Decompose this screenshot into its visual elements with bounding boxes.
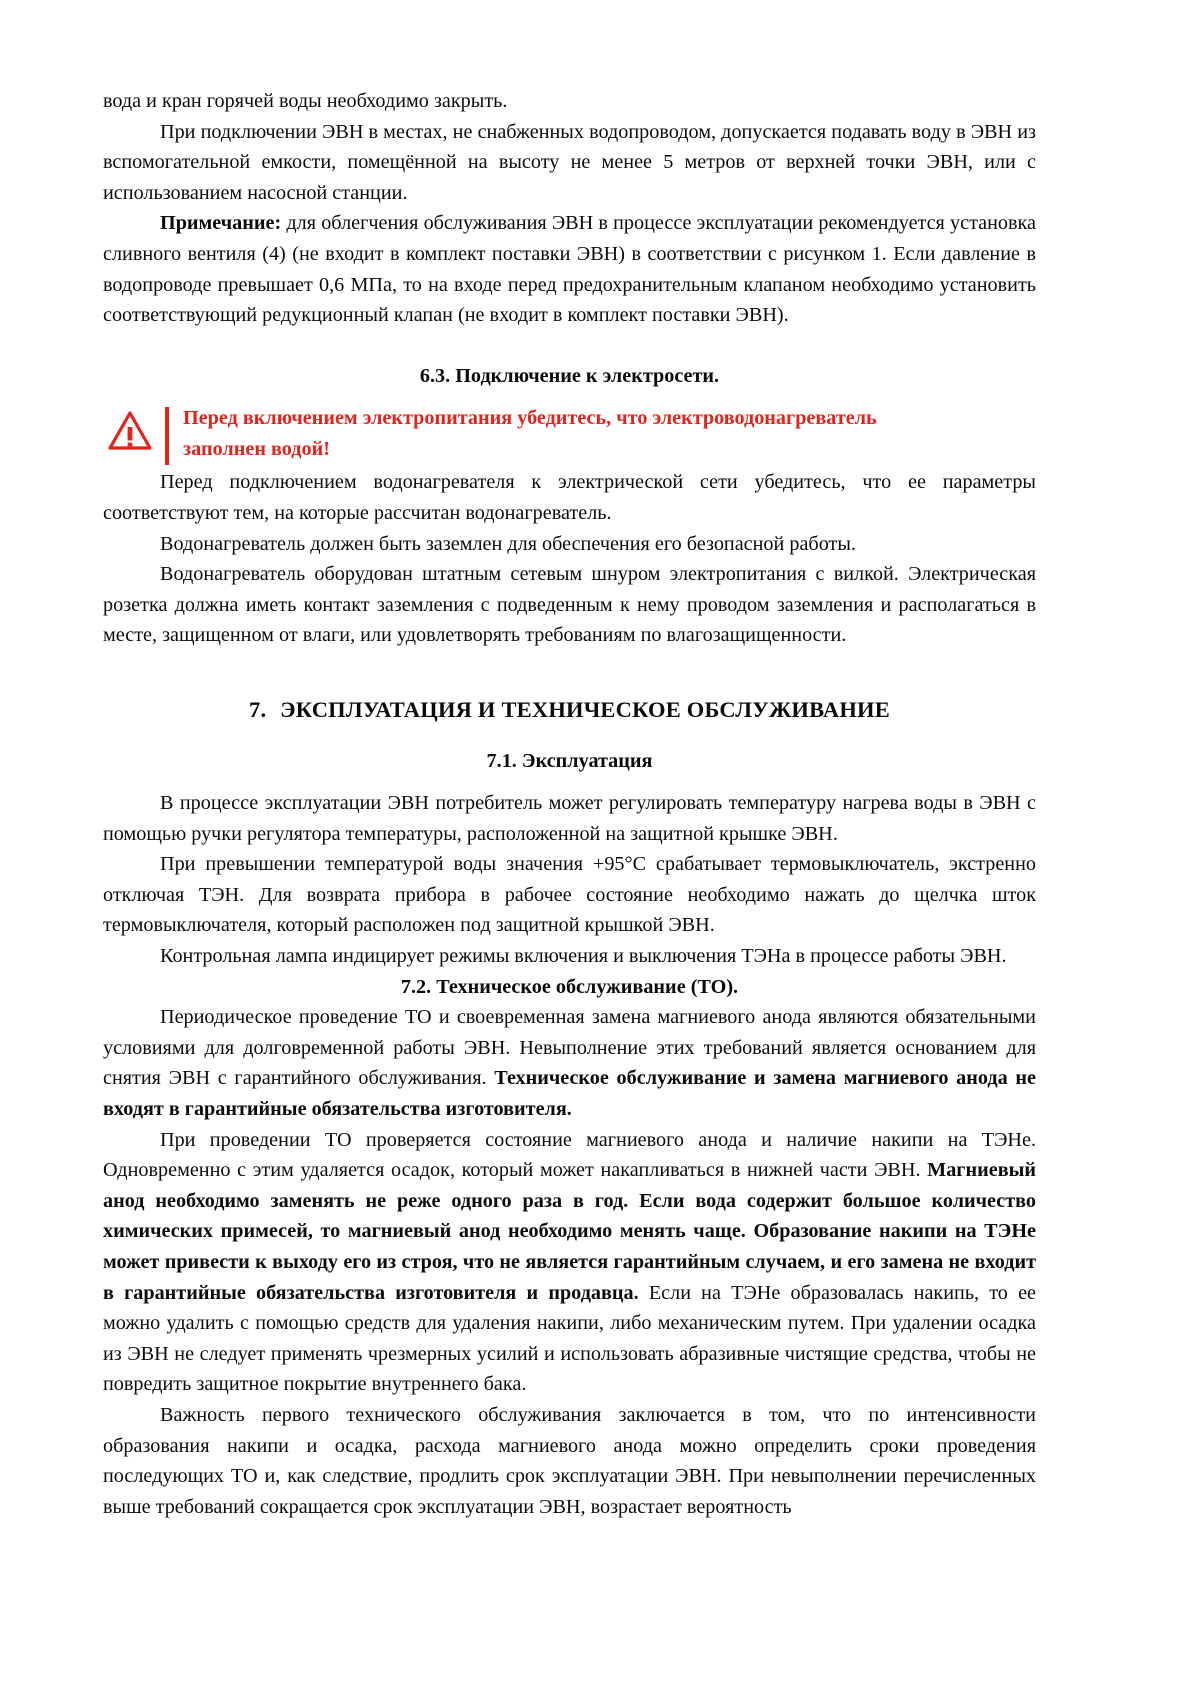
maintenance-text-normal: Периодическое проведение ТО и своевременная замена магниевого анода являются обязательными условиями для долговременной работы ЭВН. Невыполнение этих требований является основанием для снятия ЭВН с гарантийного обслуживания.	[103, 1006, 1036, 1090]
note-body: для облегчения обслуживания ЭВН в процессе эксплуатации рекомендуется установка сливного вентиля (4) (не входит в комплект поставки ЭВН) в соответствии с рисунком 1. Если давление в водопроводе превышает 0,6 МПа, то на входе перед предохранительным клапаном необходимо установить соответствующий редукционный клапан (не входит в комплект поставки ЭВН).	[103, 212, 1036, 327]
paragraph-maintenance-obligations	[103, 1002, 1036, 1124]
spacer	[103, 726, 1036, 746]
paragraph-note	[103, 208, 1036, 330]
paragraph-check-network-parameters: Перед подключением водонагревателя к электрической сети убедитесь, что ее параметры соответствуют тем, на которые рассчитан водонагреватель.	[103, 471, 1036, 524]
paragraph-grounding-required: Водонагреватель должен быть заземлен для обеспечения его безопасной работы.	[160, 532, 856, 555]
warning-text-line2: заполнен водой!	[183, 438, 330, 461]
maintenance-text-bold: Техническое обслуживание и замена магниевого анода не входят в гарантийные обязательства изготовителя.	[103, 1067, 1036, 1121]
warning-triangle-icon	[107, 407, 153, 453]
heading-7-2: 7.2. Техническое обслуживание (ТО).	[400, 975, 739, 998]
spacer	[103, 651, 1036, 695]
heading-section-7-number: 7.	[249, 696, 267, 722]
spacer	[103, 331, 1036, 361]
note-label: Примечание:	[160, 212, 282, 235]
heading-section-7	[103, 695, 1036, 726]
paragraph-anode-and-scale	[103, 1125, 1036, 1400]
paragraph-continuation: вода и кран горячей воды необходимо закрыть.	[103, 90, 508, 112]
anode-text-normal-tail: Если на ТЭНе образовалась накипь, то ее можно удалить с помощью средств для удаления накипи, либо механическим путем. При удалении осадка из ЭВН не следует применять чрезмерных усилий и использовать абразивные чистящие средства, чтобы не повредить защитное покрытие внутреннего бака.	[103, 1281, 1036, 1396]
heading-section-7-title: ЭКСПЛУАТАЦИЯ И ТЕХНИЧЕСКОЕ ОБСЛУЖИВАНИЕ	[280, 696, 890, 722]
page-content	[103, 86, 1036, 1522]
spacer	[103, 391, 1036, 403]
warning-vertical-rule	[165, 407, 169, 465]
spacer	[103, 776, 1036, 788]
paragraph-connection-without-plumbing: При подключении ЭВН в местах, не снабженных водопроводом, допускается подавать воду в ЭВН из вспомогательной емкости, помещённой на высоту не менее 5 метров от верхней точки ЭВН, или с использованием насосной станции.	[103, 120, 1036, 204]
paragraph-power-cord-and-socket: Водонагреватель оборудован штатным сетевым шнуром электропитания с вилкой. Электрическая розетка должна иметь контакт заземления с подведенным к нему проводом заземления и располагаться в месте, защищенном от влаги, или удовлетворять требованиям по влагозащищенности.	[103, 563, 1036, 647]
paragraph-first-maintenance-importance: Важность первого технического обслуживания заключается в том, что по интенсивности образования накипи и осадка, расхода магниевого анода можно определить сроки проведения последующих ТО и, как следствие, продлить срок эксплуатации ЭВН. При невыполнении перечисленных выше требований сокращается срок эксплуатации ЭВН, возрастает вероятность	[103, 1403, 1036, 1518]
anode-text-normal-lead: При проведении ТО проверяется состояние магниевого анода и наличие накипи на ТЭНе. Одновременно с этим удаляется осадок, который может накапливаться в нижней части ЭВН.	[103, 1128, 1036, 1182]
paragraph-thermal-cutoff: При превышении температурой воды значения +95°С срабатывает термовыключатель, экстренно отключая ТЭН. Для возврата прибора в рабочее состояние необходимо нажать до щелчка шток термовыключателя, который расположен под защитной крышкой ЭВН.	[103, 853, 1036, 937]
warning-text-line1: Перед включением электропитания убедитесь, что электроводонагреватель	[183, 407, 877, 430]
paragraph-temperature-regulation: В процессе эксплуатации ЭВН потребитель может регулировать температуру нагрева воды в ЭВН с помощью ручки регулятора температуры, расположенной на защитной крышке ЭВН.	[103, 792, 1036, 845]
warning-text	[183, 403, 1036, 465]
heading-6-3: 6.3. Подключение к электросети.	[419, 364, 720, 387]
warning-callout	[103, 403, 1036, 467]
paragraph-indicator-lamp: Контрольная лампа индицирует режимы включения и выключения ТЭНа в процессе работы ЭВН.	[160, 945, 1007, 968]
anode-text-bold: Магниевый анод необходимо заменять не реже одного раза в год. Если вода содержит большое количество химических примесей, то магниевый анод необходимо менять чаще. Образование накипи на ТЭНе может привести к выходу его из строя, что не является гарантийным случаем, и его замена не входит в гарантийные обязательства изготовителя и продавца.	[103, 1159, 1036, 1304]
heading-7-1: 7.1. Эксплуатация	[486, 749, 653, 772]
